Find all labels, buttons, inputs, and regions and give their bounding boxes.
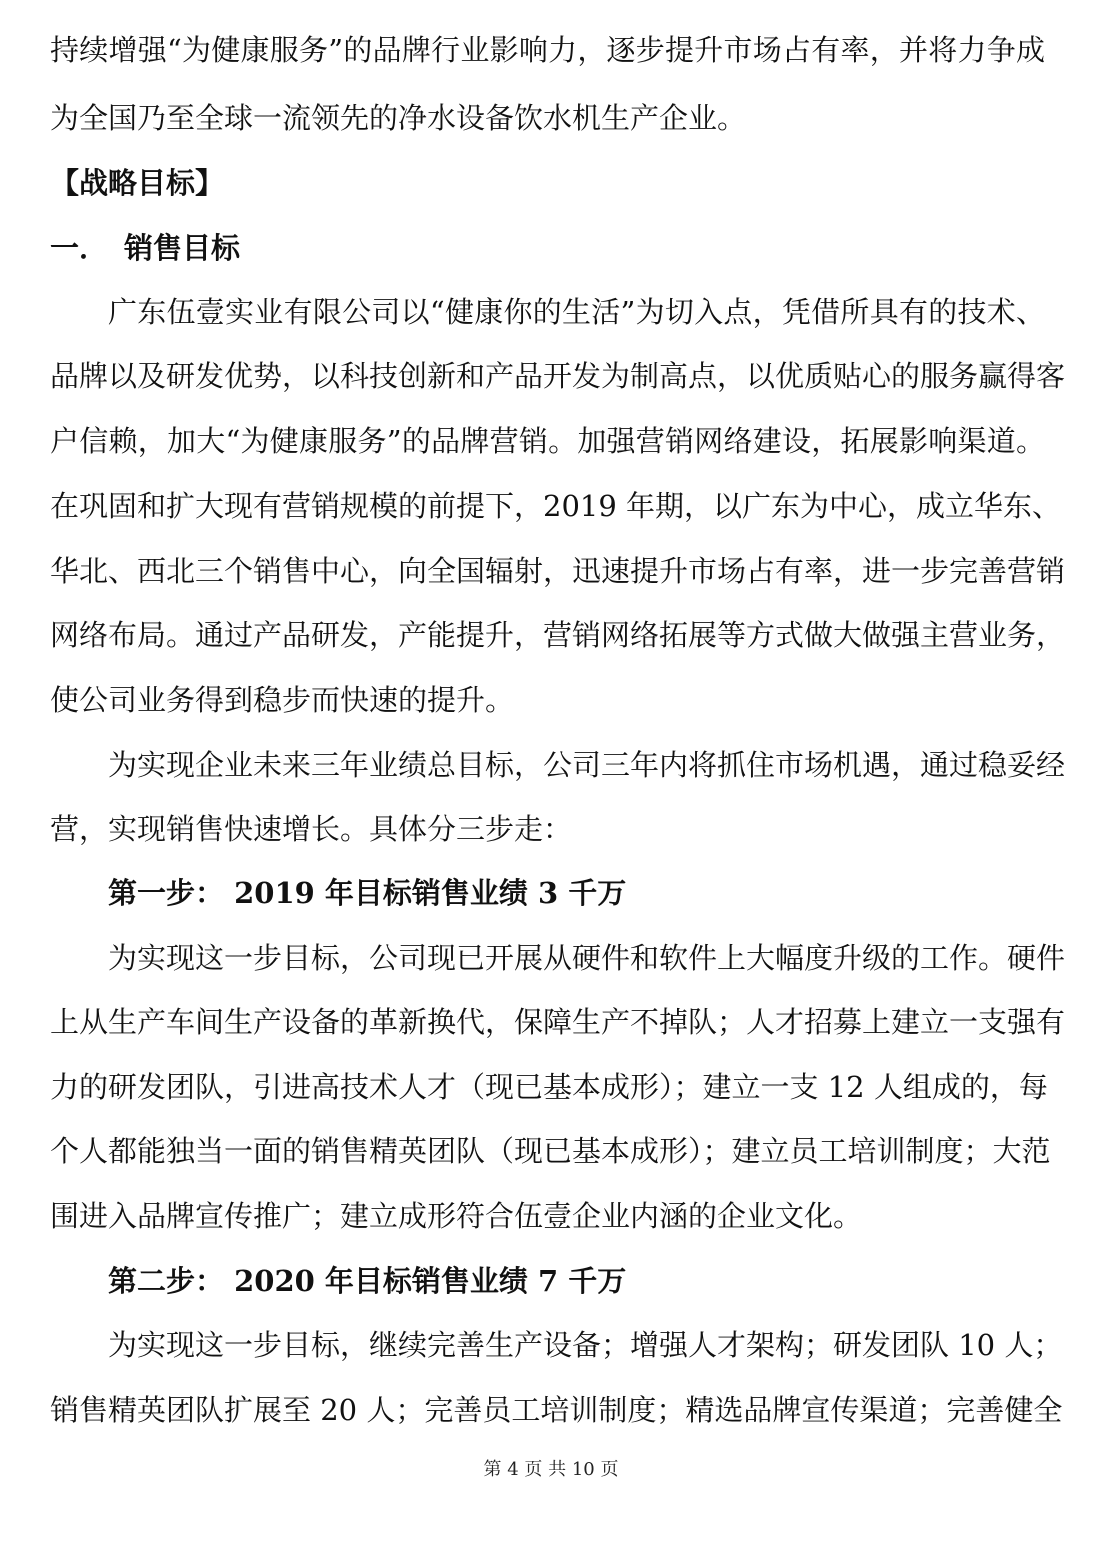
text-line: 为全国乃至全球一流领先的净水设备饮水机生产企业。 — [50, 101, 747, 135]
paragraph-line: 在巩固和扩大现有营销规模的前提下，2019 年期，以广东为中心，成立华东、 — [50, 489, 1062, 523]
paragraph-line: 围进入品牌宣传推广；建立成形符合伍壹企业内涵的企业文化。 — [50, 1199, 863, 1233]
paragraph-line: 上从生产车间生产设备的革新换代，保障生产不掉队；人才招募上建立一支强有 — [50, 1005, 1066, 1039]
paragraph-line: 网络布局。通过产品研发，产能提升，营销网络拓展等方式做大做强主营业务， — [50, 618, 1066, 652]
paragraph-line: 销售精英团队扩展至 20 人；完善员工培训制度；精选品牌宣传渠道；完善健全 — [50, 1393, 1063, 1427]
heading-number: 一． — [50, 231, 109, 265]
paragraph-line: 广东伍壹实业有限公司以“健康你的生活”为切入点，凭借所具有的技术、 — [108, 295, 1045, 329]
paragraph-line: 使公司业务得到稳步而快速的提升。 — [50, 683, 515, 717]
paragraph-line: 力的研发团队，引进高技术人才（现已基本成形）；建立一支 12 人组成的，每 — [50, 1070, 1048, 1104]
step1-title: 第一步： 2019 年目标销售业绩 3 千万 — [108, 876, 627, 910]
section-title: 【战略目标】 — [50, 166, 225, 200]
paragraph-line: 为实现企业未来三年业绩总目标，公司三年内将抓住市场机遇，通过稳妥经 — [108, 748, 1066, 782]
text-line: 持续增强“为健康服务”的品牌行业影响力，逐步提升市场占有率，并将力争成 — [50, 33, 1045, 67]
paragraph-line: 户信赖，加大“为健康服务”的品牌营销。加强营销网络建设，拓展影响渠道。 — [50, 424, 1045, 458]
step2-title: 第二步： 2020 年目标销售业绩 7 千万 — [108, 1264, 627, 1298]
heading-sales-target — [50, 228, 240, 268]
heading-text: 销售目标 — [124, 231, 241, 265]
paragraph-line: 华北、西北三个销售中心，向全国辐射，迅速提升市场占有率，进一步完善营销 — [50, 554, 1066, 588]
page-number-footer: 第 4 页 共 10 页 — [483, 1459, 619, 1480]
paragraph-line: 个人都能独当一面的销售精英团队（现已基本成形）；建立员工培训制度；大范 — [50, 1134, 1051, 1168]
paragraph-line: 品牌以及研发优势，以科技创新和产品开发为制高点，以优质贴心的服务赢得客 — [50, 359, 1066, 393]
paragraph-line: 为实现这一步目标，公司现已开展从硬件和软件上大幅度升级的工作。硬件 — [108, 941, 1066, 975]
paragraph-line: 营，实现销售快速增长。具体分三步走： — [50, 812, 573, 846]
paragraph-line: 为实现这一步目标，继续完善生产设备；增强人才架构；研发团队 10 人； — [108, 1328, 1063, 1362]
